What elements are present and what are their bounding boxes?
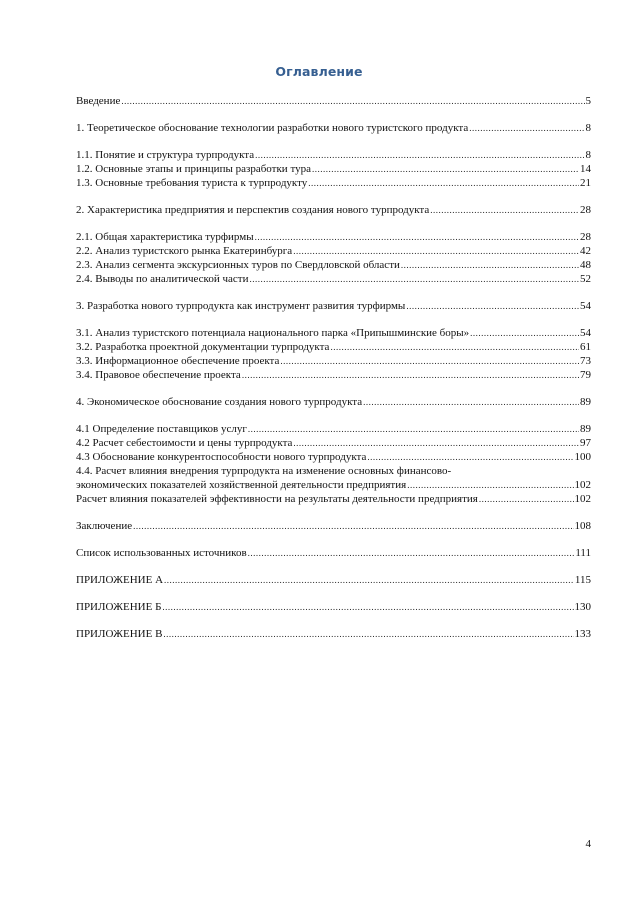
toc-spacer (76, 217, 591, 230)
toc-entry[interactable] (76, 436, 591, 450)
dot-leader (293, 244, 579, 258)
toc-entry-page: 100 (574, 451, 591, 463)
toc-entry-page: 61 (580, 341, 591, 353)
dot-leader (479, 492, 574, 506)
toc-entry-page: 102 (574, 493, 591, 505)
toc-entry-label: ПРИЛОЖЕНИЕ Б (76, 601, 162, 613)
toc-entry-label: 1.1. Понятие и структура турпродукта (76, 149, 255, 161)
toc-entry-label: 3.2. Разработка проектной документации турпродукта (76, 341, 330, 353)
toc-entry-label: 3. Разработка нового турпродукта как инструмент развития турфирмы (76, 300, 406, 312)
toc-entry-label: 3.4. Правовое обеспечение проекта (76, 369, 241, 381)
toc-entry[interactable] (76, 203, 591, 217)
toc-entry-page: 108 (574, 520, 591, 532)
toc-spacer (76, 614, 591, 627)
toc-spacer (76, 560, 591, 573)
dot-leader (248, 422, 579, 436)
toc-entry[interactable] (76, 395, 591, 409)
dot-leader (430, 203, 579, 217)
dot-leader (164, 573, 574, 587)
toc-entry-label: 2.3. Анализ сегмента экскурсионных туров по Свердловской области (76, 259, 400, 271)
toc-entry-label: ПРИЛОЖЕНИЕ А (76, 574, 164, 586)
toc-entry-label: 3.3. Информационное обеспечение проекта (76, 355, 280, 367)
toc-entry-label: 2.1. Общая характеристика турфирмы (76, 231, 254, 243)
toc-entry-label: 2.4. Выводы по аналитической части (76, 273, 249, 285)
toc-entry-label: 2.2. Анализ туристского рынка Екатеринбурга (76, 245, 293, 257)
toc-entry-label: Расчет влияния показателей эффективности на результаты деятельности предприятия (76, 493, 478, 505)
toc-entry-page: 54 (580, 327, 591, 339)
toc-entry[interactable] (76, 176, 591, 190)
toc-spacer (76, 382, 591, 395)
toc-entry[interactable] (76, 450, 591, 464)
toc-entry[interactable] (76, 148, 591, 162)
dot-leader (293, 436, 579, 450)
toc-entry-page: 48 (580, 259, 591, 271)
toc-spacer (76, 587, 591, 600)
dot-leader (367, 450, 573, 464)
toc-entry-label: Список использованных источников (76, 547, 247, 559)
toc-entry-page: 8 (585, 149, 591, 161)
toc-entry-page: 14 (580, 163, 591, 175)
dot-leader (162, 600, 573, 614)
toc-entry[interactable] (76, 230, 591, 244)
toc-entry-page: 79 (580, 369, 591, 381)
toc-entry-page: 115 (574, 574, 591, 586)
dot-leader (248, 546, 575, 560)
dot-leader (470, 326, 579, 340)
toc-entry[interactable] (76, 600, 591, 614)
toc-entry-page: 54 (580, 300, 591, 312)
toc-entry-label: 1. Теоретическое обоснование технологии разработки нового туристского продукта (76, 122, 469, 134)
toc-entry[interactable] (76, 299, 591, 313)
dot-leader (255, 148, 584, 162)
toc-spacer (76, 533, 591, 546)
toc-entry-page: 8 (585, 122, 591, 134)
dot-leader (249, 272, 579, 286)
toc-spacer (76, 135, 591, 148)
toc-spacer (76, 313, 591, 326)
toc-entry-page: 97 (580, 437, 591, 449)
toc-spacer (76, 409, 591, 422)
toc-entry-line2 (76, 478, 591, 492)
toc-entry-label: Введение (76, 95, 121, 107)
toc-entry-page: 28 (580, 231, 591, 243)
toc-entry-label: Заключение (76, 520, 133, 532)
toc-entry[interactable] (76, 546, 591, 560)
dot-leader (280, 354, 579, 368)
toc-entry-page: 111 (575, 547, 591, 559)
dot-leader (363, 395, 579, 409)
toc-entry-page: 73 (580, 355, 591, 367)
toc-entry-label: 4.1 Определение поставщиков услуг (76, 423, 247, 435)
dot-leader (401, 258, 579, 272)
toc-entry[interactable] (76, 573, 591, 587)
toc-entry[interactable] (76, 422, 591, 436)
toc-entry-page: 102 (574, 479, 591, 491)
dot-leader (308, 176, 579, 190)
dot-leader (469, 121, 584, 135)
toc-entry-page: 52 (580, 273, 591, 285)
toc-spacer (76, 190, 591, 203)
page-title: Оглавление (275, 64, 363, 79)
toc-entry-label-continued: экономических показателей хозяйственной деятельности предприятия (76, 479, 407, 491)
dot-leader (330, 340, 579, 354)
toc-entry-label: 3.1. Анализ туристского потенциала национального парка «Припышминские боры» (76, 327, 470, 339)
toc-entry-label: 4.3 Обоснование конкурентоспособности нового турпродукта (76, 451, 367, 463)
dot-leader (255, 230, 579, 244)
toc-entry-page: 5 (585, 95, 591, 107)
toc-entry[interactable] (76, 272, 591, 286)
toc-spacer (76, 506, 591, 519)
toc-entry[interactable] (76, 121, 591, 135)
toc-spacer (76, 108, 591, 121)
toc-entry[interactable] (76, 162, 591, 176)
toc-entry[interactable] (76, 326, 591, 340)
toc-entry[interactable] (76, 519, 591, 533)
toc-entry-label: 4.2 Расчет себестоимости и цены турпродукта (76, 437, 293, 449)
toc-entry-page: 89 (580, 396, 591, 408)
toc-entry-label: 1.2. Основные этапы и принципы разработки тура (76, 163, 311, 175)
toc-entry-page: 89 (580, 423, 591, 435)
toc-entry-page: 21 (580, 177, 591, 189)
toc-entry-page: 133 (574, 628, 591, 640)
toc-entry-page: 130 (574, 601, 591, 613)
dot-leader (407, 478, 573, 492)
toc-entry-label: 4.4. Расчет влияния внедрения турпродукта на изменение основных финансово- (76, 465, 452, 477)
toc-entry[interactable] (76, 627, 591, 641)
toc-entry-label: 1.3. Основные требования туриста к турпродукту (76, 177, 308, 189)
dot-leader (133, 519, 573, 533)
toc-spacer (76, 286, 591, 299)
dot-leader (312, 162, 579, 176)
toc-entry[interactable] (76, 368, 591, 382)
dot-leader (163, 627, 573, 641)
toc-entry[interactable] (76, 354, 591, 368)
dot-leader (121, 94, 584, 108)
toc-entry-page: 42 (580, 245, 591, 257)
toc-entry[interactable] (76, 340, 591, 354)
toc-entry-label: 2. Характеристика предприятия и перспектив создания нового турпродукта (76, 204, 430, 216)
toc-entry-page: 28 (580, 204, 591, 216)
toc-entry[interactable] (76, 492, 591, 506)
dot-leader (242, 368, 579, 382)
toc-entry[interactable] (76, 464, 591, 492)
toc-entry[interactable] (76, 94, 591, 108)
table-of-contents (76, 94, 591, 641)
toc-entry-label: ПРИЛОЖЕНИЕ В (76, 628, 163, 640)
page-number: 4 (585, 838, 591, 850)
toc-entry-label: 4. Экономическое обоснование создания нового турпродукта (76, 396, 363, 408)
toc-entry[interactable] (76, 258, 591, 272)
dot-leader (406, 299, 579, 313)
toc-entry[interactable] (76, 244, 591, 258)
